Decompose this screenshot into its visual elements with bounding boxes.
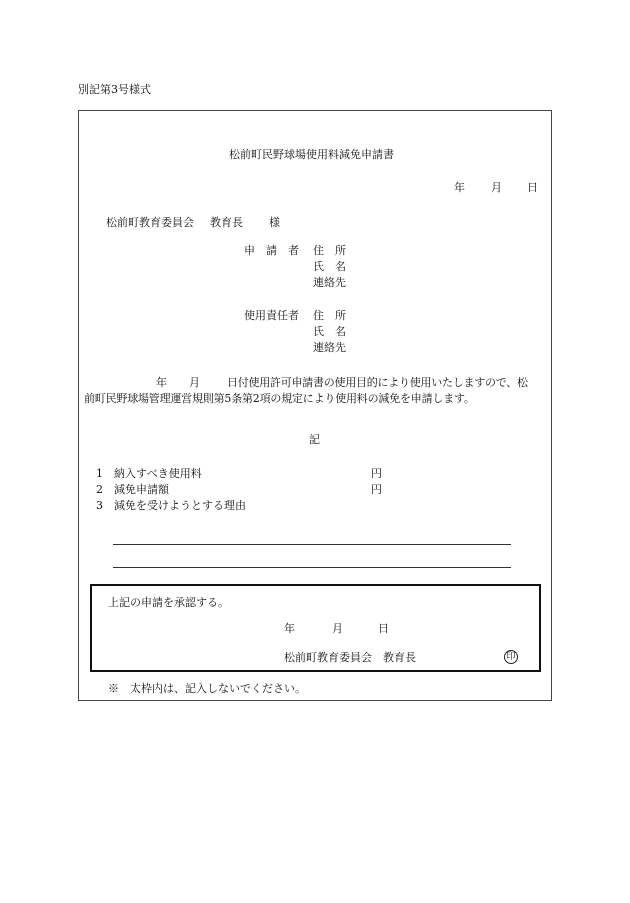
reason-line <box>113 567 511 568</box>
statement-month: 月 <box>189 376 200 389</box>
item-label: 減免を受けようとする理由 <box>114 499 246 512</box>
applicant-contact-label: 連絡先 <box>313 276 346 289</box>
form-number: 別記第3号様式 <box>78 83 151 96</box>
item-number: 1 <box>96 467 103 480</box>
item-number: 2 <box>96 483 103 496</box>
approval-month: 月 <box>332 622 343 635</box>
date-day-label: 日 <box>527 181 538 194</box>
ki-heading: 記 <box>309 433 320 446</box>
responsible-address-label: 住 所 <box>313 309 346 322</box>
applicant-label: 申 請 者 <box>244 244 299 257</box>
approval-text: 上記の申請を承認する。 <box>108 596 229 609</box>
statement-line1: 日付使用許可申請書の使用目的により使用いたしますので、松 <box>227 376 528 389</box>
statement-year: 年 <box>156 376 167 389</box>
item-number: 3 <box>96 499 103 512</box>
approval-year: 年 <box>284 622 295 635</box>
item-label: 納入すべき使用料 <box>114 467 202 480</box>
addressee-position: 教育長 <box>210 216 243 229</box>
item-unit: 円 <box>371 483 382 496</box>
applicant-address-label: 住 所 <box>313 244 346 257</box>
responsible-name-label: 氏 名 <box>313 325 346 338</box>
applicant-name-label: 氏 名 <box>313 260 346 273</box>
reason-line <box>113 544 511 545</box>
approval-day: 日 <box>378 622 389 635</box>
item-label: 減免申請額 <box>114 483 169 496</box>
responsible-contact-label: 連絡先 <box>313 341 346 354</box>
responsible-label: 使用責任者 <box>244 309 299 322</box>
approval-signer: 松前町教育委員会 教育長 <box>284 651 416 664</box>
date-year-label: 年 <box>454 181 465 194</box>
form-title: 松前町民野球場使用料減免申請書 <box>229 148 394 161</box>
item-unit: 円 <box>371 467 382 480</box>
statement-line2: 前町民野球場管理運営規則第5条第2項の規定により使用料の減免を申請します。 <box>84 392 475 405</box>
seal-mark: 印 <box>504 650 518 664</box>
date-month-label: 月 <box>491 181 502 194</box>
addressee-honorific: 様 <box>269 216 280 229</box>
footnote: ※ 太枠内は、記入しないでください。 <box>108 682 306 695</box>
addressee-org: 松前町教育委員会 <box>106 216 194 229</box>
